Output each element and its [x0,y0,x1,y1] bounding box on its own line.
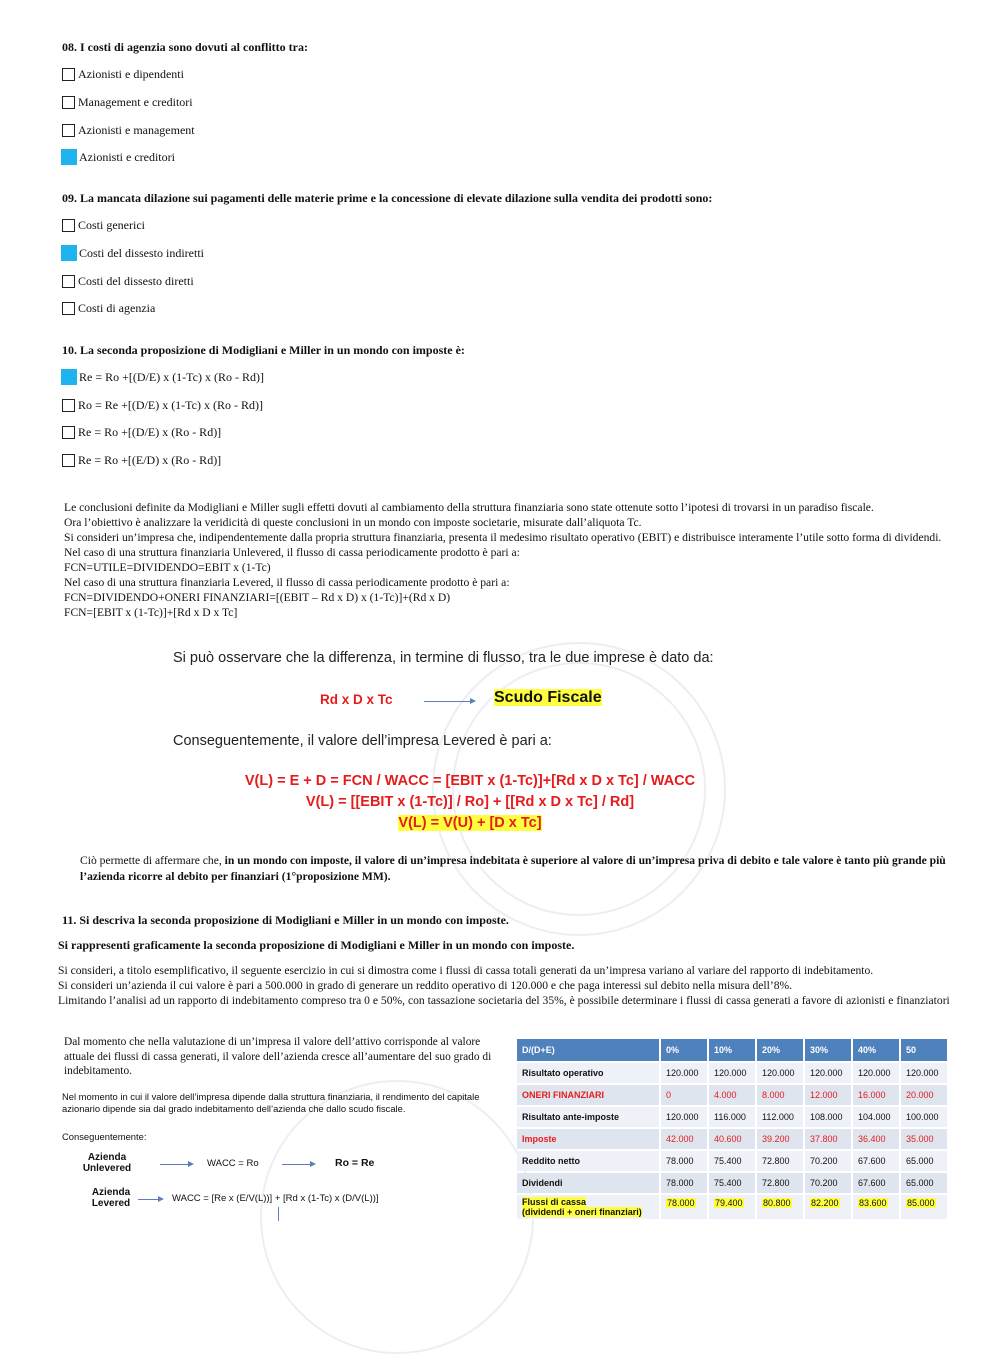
text-line: FCN=[EBIT x (1-Tc)]+[Rd x D x Tc] [64,606,238,619]
answer-option[interactable] [62,245,204,261]
checkbox[interactable] [62,426,75,439]
conclusion-prefix: Ciò permette di affermare che, [80,854,225,867]
table-cell: 120.000 [709,1063,755,1083]
table-cell [709,1195,755,1219]
text-line: FCN=UTILE=DIVIDENDO=EBIT x (1-Tc) [64,561,271,574]
table-cell: 8.000 [757,1085,803,1105]
table-cell: 20.000 [901,1085,947,1105]
arrow-icon [470,698,476,704]
table-row [517,1107,947,1127]
table-cell: 116.000 [709,1107,755,1127]
table-cell [661,1195,707,1219]
table-cell [901,1195,947,1219]
table-cell: 35.000 [901,1129,947,1149]
table-cell: 78.000 [661,1151,707,1171]
table-cell: 112.000 [757,1107,803,1127]
table-cell: 42.000 [661,1129,707,1149]
row-label: Reddito netto [517,1151,659,1171]
answer-option[interactable] [62,452,221,468]
table-row [517,1151,947,1171]
table-header-cell: 30% [805,1039,851,1061]
arrow-icon [188,1161,194,1167]
checkbox-checked[interactable] [61,245,77,261]
formula-vl-2: V(L) = [[EBIT x (1-Tc)] / Ro] + [[Rd x D x Tc] / Rd] [305,794,635,810]
row-label: Risultato operativo [517,1063,659,1083]
question-11-title: 11. Si descriva la seconda proposizione di Modigliani e Miller in un mondo con imposte. [62,913,509,927]
arrow-line [282,1164,310,1165]
flow-value: 80.800 [763,1198,791,1208]
table-row [517,1063,947,1083]
table-cell [757,1195,803,1219]
text-line: Nel caso di una struttura finanziaria Unlevered, il flusso di cassa periodicamente prodotto è pari a: [64,546,520,559]
row-label: Risultato ante-imposte [517,1107,659,1127]
watermark-seal [260,1080,534,1354]
table-header-cell: D/(D+E) [517,1039,659,1061]
answer-option[interactable] [62,273,194,289]
arrow-line [138,1199,158,1200]
checkbox-checked[interactable] [61,369,77,385]
flow-value: 78.000 [667,1198,695,1208]
formula-vl-3-wrap [0,815,970,831]
flow-value: 79.400 [715,1198,743,1208]
option-label: Costi generici [78,217,145,232]
flow-value: 85.000 [907,1198,935,1208]
table-cell [805,1195,851,1219]
slide-paragraph: Nel momento in cui il valore dell’impresa dipende dalla struttura finanziaria, il rendimento del capitale azionario dipende sia dal grado indebitamento dell’azienda che dallo scudo fiscale. [62,1091,480,1114]
text-line: Nel caso di una struttura finanziaria Levered, il flusso di cassa periodicamente prodotto è pari a: [64,576,510,589]
levered-wacc: WACC = [Re x (E/V(L))] + [Rd x (1-Tc) x (D/V(L))] [172,1193,379,1204]
answer-10-text [64,500,976,620]
shield-label: Scudo Fiscale [494,689,602,706]
table-row [517,1129,947,1149]
checkbox[interactable] [62,68,75,81]
table-cell: 100.000 [901,1107,947,1127]
flow-label-line: (dividendi + oneri finanziari) [522,1207,642,1217]
flow-value: 82.200 [811,1198,839,1208]
table-cell: 120.000 [661,1107,707,1127]
question-11-text [58,963,973,1008]
table-cell: 0 [661,1085,707,1105]
left-paragraph: Dal momento che nella valutazione di un’impresa il valore dell’attivo corrisponde al valore attuale dei flussi di cassa generati, il valore dell’azienda cresce all’aumentare del suo grado di indebitamento. [64,1036,492,1077]
table-cell: 67.600 [853,1151,899,1171]
slide-intro: Si può osservare che la differenza, in termine di flusso, tra le due imprese è dato da: [173,650,714,666]
arrow-down-line [278,1207,279,1221]
table-cell: 39.200 [757,1129,803,1149]
option-label: Costi del dissesto diretti [78,273,194,288]
flow-value: 83.600 [859,1198,887,1208]
slide-conseq-label: Conseguentemente: [62,1131,147,1142]
unlevered-wacc: WACC = Ro [207,1158,259,1169]
answer-option[interactable] [62,66,184,82]
row-label [517,1195,659,1219]
question-10-title: 10. La seconda proposizione di Modigliani e Miller in un mondo con imposte è: [62,343,465,357]
table-header-row [517,1039,947,1061]
table-cell: 108.000 [805,1107,851,1127]
flow-label-line: Flussi di cassa [522,1197,587,1207]
text-line: FCN=DIVIDENDO+ONERI FINANZIARI=[(EBIT – Rd x D) x (1-Tc)]+(Rd x D) [64,591,451,604]
checkbox[interactable] [62,399,75,412]
checkbox[interactable] [62,124,75,137]
checkbox[interactable] [62,454,75,467]
text-line: Si consideri, a titolo esemplificativo, il seguente esercizio in cui si dimostra come i flussi di cassa totali generati da un’impresa variano al variare del rapporto di indebitamento. [58,964,874,977]
table-header-cell: 0% [661,1039,707,1061]
text-line: Ora l’obiettivo è analizzare la veridicità di queste conclusioni in un mondo con imposte societarie, misurate dall’aliquota Tc. [64,516,642,529]
table-header-cell: 50 [901,1039,947,1061]
question-09-title: 09. La mancata dilazione sui pagamenti delle materie prime e la concessione di elevate dilazione sulla vendita dei prodotti sono: [62,191,713,205]
unlevered-result: Ro = Re [335,1157,375,1169]
table-cell: 70.200 [805,1173,851,1193]
option-label: Costi del dissesto indiretti [79,245,204,260]
table-row [517,1173,947,1193]
shield-label-wrap [494,689,602,707]
option-label: Azionisti e management [78,122,195,137]
checkbox[interactable] [62,219,75,232]
answer-option[interactable] [62,300,155,316]
answer-option[interactable] [62,397,263,413]
answer-option[interactable] [62,217,145,233]
table-cell: 40.600 [709,1129,755,1149]
table-cell: 72.800 [757,1173,803,1193]
table-cell: 120.000 [661,1063,707,1083]
conclusion-paragraph [80,853,960,885]
cash-flow-table [515,1037,949,1221]
shield-formula: Rd x D x Tc [320,692,393,707]
table-cell: 120.000 [757,1063,803,1083]
option-label: Re = Ro +[(D/E) x (1-Tc) x (Ro - Rd)] [79,369,264,384]
cash-flow-table-wrap [515,1037,949,1221]
row-label: Dividendi [517,1173,659,1193]
option-label: Re = Ro +[(E/D) x (Ro - Rd)] [78,452,222,467]
table-cell: 37.800 [805,1129,851,1149]
table-cell: 36.400 [853,1129,899,1149]
option-label: Azionisti e creditori [79,149,175,164]
row-label: Imposte [517,1129,659,1149]
option-label: Re = Ro +[(D/E) x (Ro - Rd)] [78,424,222,439]
arrow-icon [310,1161,316,1167]
answer-option[interactable] [62,369,264,385]
option-label: Costi di agenzia [78,300,156,315]
table-cell: 4.000 [709,1085,755,1105]
conclusion-bold: in un mondo con imposte, il valore di un’impresa indebitata è superiore al valore di un’impresa priva di debito e tale valore è tanto più grande più l’azienda ricorre al debito per finanziari (1°proposizione MM). [80,854,946,883]
table-cell: 75.400 [709,1151,755,1171]
option-label: Ro = Re +[(D/E) x (1-Tc) x (Ro - Rd)] [78,397,263,412]
table-cell: 120.000 [805,1063,851,1083]
checkbox[interactable] [62,96,75,109]
answer-option[interactable] [62,94,193,110]
text-line: Limitando l’analisi ad un rapporto di indebitamento compreso tra 0 e 50%, con tassazione societaria del 35%, è possibile determinare i flussi di cassa generati a favore di azionisti e finanziatori [58,994,950,1007]
levered-label: Azienda Levered [91,1187,131,1209]
slide-conseq: Conseguentemente, il valore dell’impresa Levered è pari a: [173,733,552,749]
table-cell: 72.800 [757,1151,803,1171]
table-cell: 70.200 [805,1151,851,1171]
table-cell: 67.600 [853,1173,899,1193]
text-line: Le conclusioni definite da Modigliani e Miller sugli effetti dovuti al cambiamento della struttura finanziaria sono state ottenute sotto l’ipotesi di trovarsi in un paradiso fiscale. [64,501,874,514]
answer-option[interactable] [62,122,195,138]
table-cell: 65.000 [901,1151,947,1171]
answer-option[interactable] [62,149,175,165]
answer-option[interactable] [62,424,221,440]
unlevered-label: Azienda Unlevered [82,1152,132,1174]
arrow-line [424,701,470,702]
checkbox[interactable] [62,275,75,288]
arrow-line [160,1164,188,1165]
checkbox-checked[interactable] [61,149,77,165]
table-cell: 16.000 [853,1085,899,1105]
table-header-cell: 10% [709,1039,755,1061]
table-cell: 75.400 [709,1173,755,1193]
formula-vl-1: V(L) = E + D = FCN / WACC = [EBIT x (1-Tc)]+[Rd x D x Tc] / WACC [244,773,696,789]
table-cell [853,1195,899,1219]
table-cell: 78.000 [661,1173,707,1193]
table-cell: 120.000 [901,1063,947,1083]
arrow-icon [158,1196,164,1202]
text-line: Si consideri un’impresa che, indipendentemente dalla propria struttura finanziaria, presenta il medesimo risultato operativo (EBIT) e distribuisce interamente l’utile sotto forma di dividendi. [64,531,942,544]
formula-vl-3: V(L) = V(U) + [D x Tc] [398,815,542,831]
option-label: Management e creditori [78,94,193,109]
row-label: ONERI FINANZIARI [517,1085,659,1105]
table-header-cell: 40% [853,1039,899,1061]
table-cell: 104.000 [853,1107,899,1127]
question-08-title: 08. I costi di agenzia sono dovuti al conflitto tra: [62,40,308,54]
checkbox[interactable] [62,302,75,315]
table-row [517,1085,947,1105]
table-body [517,1039,947,1219]
text-line: Si consideri un’azienda il cui valore è pari a 500.000 in grado di generare un reddito operativo di 120.000 e che paga interessi sul debito nella misura dell’8%. [58,979,793,992]
table-cell: 12.000 [805,1085,851,1105]
table-header-cell: 20% [757,1039,803,1061]
table-row-cash-flow [517,1195,947,1219]
table-cell: 65.000 [901,1173,947,1193]
table-cell: 120.000 [853,1063,899,1083]
question-11-subtitle: Si rappresenti graficamente la seconda proposizione di Modigliani e Miller in un mondo con imposte. [58,938,575,952]
option-label: Azionisti e dipendenti [78,66,184,81]
